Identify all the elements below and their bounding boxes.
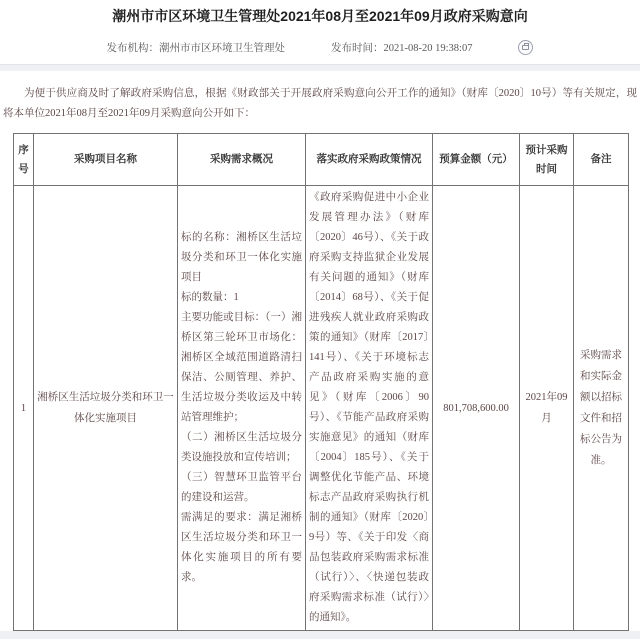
publisher-value: 潮州市市区环境卫生管理处 (159, 43, 286, 54)
demand-item: 主要功能或目标：（一）湘桥区第三轮环卫市场化： 湘桥区全域范围道路清扫保洁、公厕管理、养护、生活垃圾分类收运及中转站管理维护； (181, 312, 302, 423)
print-button[interactable] (518, 40, 533, 55)
col-header-budget: 预算金额（元） (433, 134, 520, 186)
publisher-label: 发布机构： (106, 43, 160, 54)
demand-item: 标的数量：1 (181, 292, 239, 303)
publisher (107, 40, 286, 55)
table-row (14, 186, 629, 631)
publish-meta (0, 40, 640, 55)
demand-item: 需满足的要求：满足湘桥区生活垃圾分类和环卫一体化实施项目的所有要求。 (181, 512, 302, 583)
demand-item: （三）智慧环卫监管平台的建设和运营。 (181, 472, 302, 503)
cell-remark: 采购需求和实际金额以招标文件和招标公告为准。 (574, 186, 629, 631)
publish-time (331, 40, 472, 55)
section-divider (0, 64, 640, 71)
col-header-demand-overview: 采购需求概况 (178, 134, 306, 186)
col-header-time: 预计采购时间 (520, 134, 574, 186)
col-header-remark: 备注 (574, 134, 629, 186)
publish-time-value: 2021-08-20 19:38:07 (383, 43, 473, 54)
table-header-row (14, 134, 629, 186)
demand-item: 标的名称：湘桥区生活垃圾分类和环卫一体化实施项目 (181, 232, 302, 283)
cell-demand-overview (178, 186, 306, 631)
cell-policy: 《政府采购促进中小企业发展管理办法》（财库〔2020〕46号）、《关于政府采购支持监狱企业发展有关问题的通知》（财库〔2014〕68号）、《关于促进残疾人就业政府采购政策的通知》（财库〔2017〕141号）、《关于环境标志产品政府采购实施的意见》（财库〔2006〕90号）、《节能产品政府采购实施意见》的通知（财库〔2004〕185号）、《关于调整优化节能产品、环境标志产品政府采购执行机制的通知》（财库〔2020〕9号）等、《关于印发〈商品包装政府采购需求标准（试行）〉、〈快递包装政府采购需求标准（试行）〉的通知》。 (306, 186, 433, 631)
publish-time-label: 发布时间： (331, 43, 384, 54)
cell-time: 2021年09月 (520, 186, 574, 631)
col-header-policy: 落实政府采购政策情况 (306, 134, 433, 186)
cell-budget: 801,708,600.00 (433, 186, 520, 631)
page-bottom-strip (0, 631, 640, 639)
cell-index: 1 (14, 186, 34, 631)
page (0, 7, 640, 639)
procurement-intent-table (13, 133, 629, 631)
col-header-project-name: 采购项目名称 (34, 134, 178, 186)
intro-paragraph: 为便于供应商及时了解政府采购信息，根据《财政部关于开展政府采购意向公开工作的通知》（财库〔2020〕10号）等有关规定，现将本单位2021年08月至2021年09月采购意向公开如下： (3, 88, 637, 119)
page-title: 潮州市市区环境卫生管理处2021年08月至2021年09月政府采购意向 (112, 8, 528, 24)
cell-project-name: 湘桥区生活垃圾分类和环卫一体化实施项目 (34, 186, 178, 631)
col-header-index: 序号 (14, 134, 34, 186)
printer-icon (522, 45, 529, 50)
demand-item: （二）湘桥区生活垃圾分类设施投放和宣传培训； (181, 432, 302, 463)
